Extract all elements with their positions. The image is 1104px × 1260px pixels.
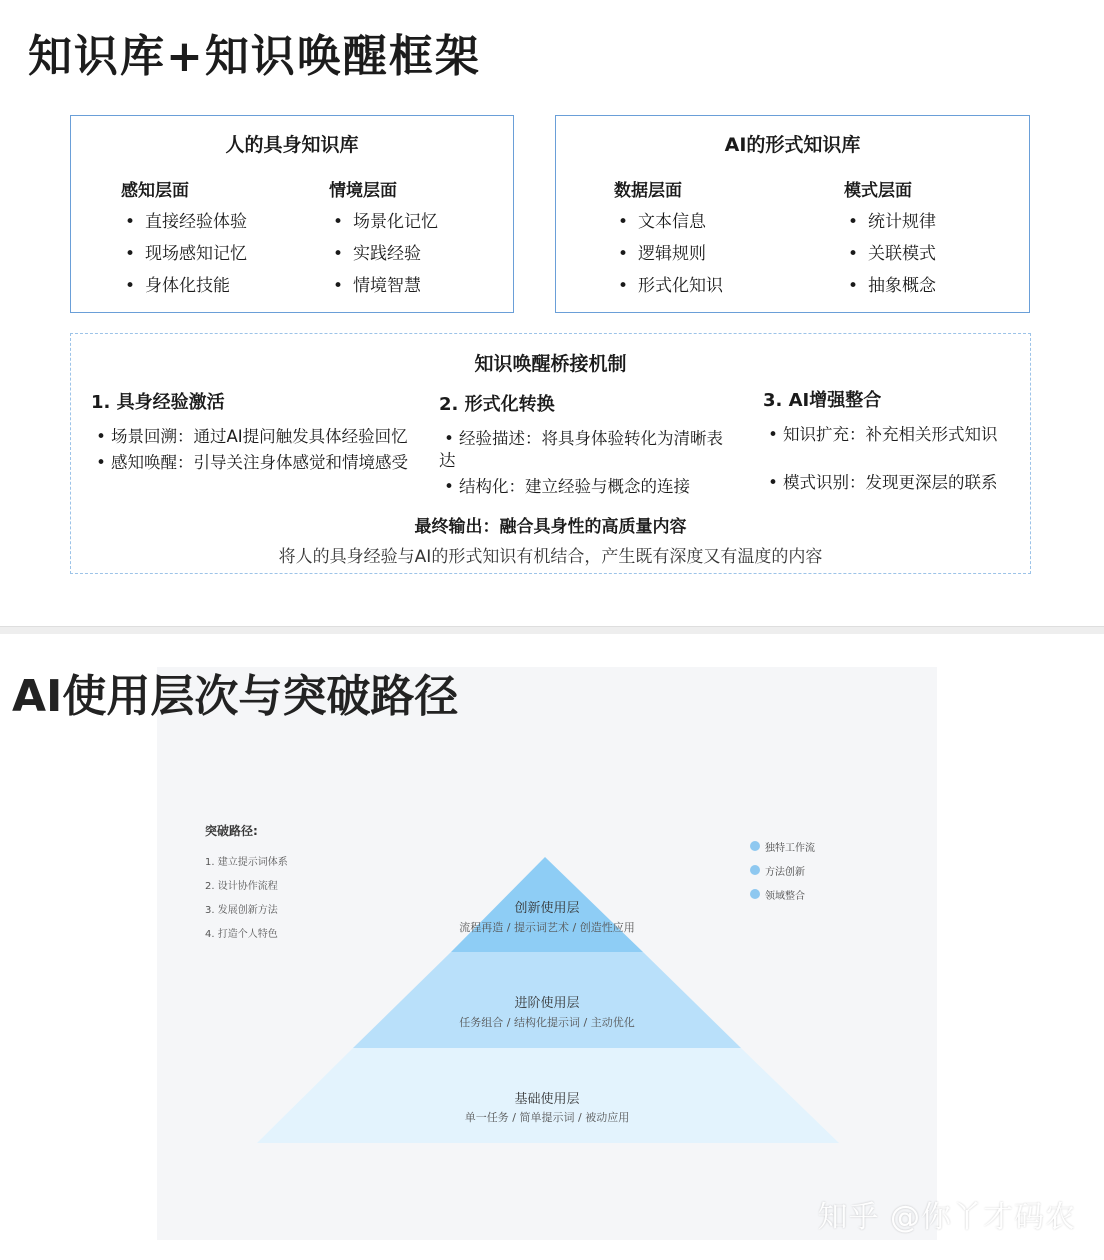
layer-desc-innovative: 流程再造 / 提示词艺术 / 创造性应用 [459,921,635,934]
list-item: • 形式化知识 [614,275,723,297]
list-item: • 关联模式 [844,243,936,265]
mechanism-item: • 感知唤醒：引导关注身体感觉和情境感受 [96,453,408,472]
mechanism-item: • 模式识别：发现更深层的联系 [768,473,998,492]
bridge-title: 知识唤醒桥接机制 [474,353,627,375]
column-heading: 数据层面 [614,181,682,201]
layer-name-innovative: 创新使用层 [514,901,580,916]
mechanism-heading: 3. AI增强整合 [763,390,882,411]
section1-title: 知识库+知识唤醒框架 [28,31,481,82]
list-item: • 现场感知记忆 [121,243,247,265]
column-heading: 情境层面 [329,181,397,201]
context-column [329,176,438,307]
section2-title: AI使用层次与突破路径 [12,671,459,722]
list-item: • 抽象概念 [844,275,936,297]
layer-desc-advanced: 任务组合 / 结构化提示词 / 主动优化 [459,1016,635,1029]
mechanism-item: • 场景回溯：通过AI提问触发具体经验回忆 [96,427,408,446]
column-heading: 感知层面 [121,181,189,201]
watermark: 知乎 @你丫才码农 [817,1200,1076,1235]
list-item: • 直接经验体验 [121,211,247,233]
list-item: • 逻辑规则 [614,243,723,265]
pyramid-panel [157,667,937,1240]
mechanism-item: • 知识扩充：补充相关形式知识 [768,425,998,444]
list-item: • 身体化技能 [121,275,247,297]
mechanism-conversion [439,390,739,502]
pattern-column [844,176,936,307]
path-item: 3. 发展创新方法 [205,905,278,916]
layer-name-advanced: 进阶使用层 [514,996,580,1011]
layer-name-basic: 基础使用层 [514,1092,580,1107]
path-item: 2. 设计协作流程 [205,881,278,892]
list-item: • 统计规律 [844,211,936,233]
mechanism-item: • 经验描述：将具身体验转化为清晰表达 [439,429,723,470]
list-item: • 情境智慧 [329,275,438,297]
list-item: • 场景化记忆 [329,211,438,233]
mechanism-item: • 结构化：建立经验与概念的连接 [444,477,690,496]
legend-item: 领域整合 [765,887,805,902]
column-heading: 模式层面 [844,181,912,201]
final-output-heading: 最终输出：融合具身性的高质量内容 [414,517,687,537]
ai-knowledge-box [555,115,1030,313]
path-item: 1. 建立提示词体系 [205,857,288,868]
perception-column [121,176,247,307]
section-divider [0,626,1104,634]
mechanism-heading: 2. 形式化转换 [439,394,555,415]
human-box-title: 人的具身知识库 [225,134,359,156]
mechanism-heading: 1. 具身经验激活 [91,392,225,413]
breakthrough-path-title: 突破路径: [205,824,258,838]
legend-item: 方法创新 [765,863,805,878]
final-output-text: 将人的具身经验与AI的形式知识有机结合，产生既有深度又有温度的内容 [278,547,823,567]
data-column [614,176,723,307]
ai-box-title: AI的形式知识库 [724,134,861,156]
legend-item: 独特工作流 [765,839,815,854]
bridge-mechanism-box [70,333,1031,574]
mechanism-activation [91,388,411,478]
layer-desc-basic: 单一任务 / 简单提示词 / 被动应用 [464,1111,630,1124]
human-knowledge-box [70,115,514,313]
list-item: • 文本信息 [614,211,723,233]
mechanism-integration [763,386,1028,498]
pyramid [157,667,937,1240]
path-item: 4. 打造个人特色 [205,929,278,940]
list-item: • 实践经验 [329,243,438,265]
